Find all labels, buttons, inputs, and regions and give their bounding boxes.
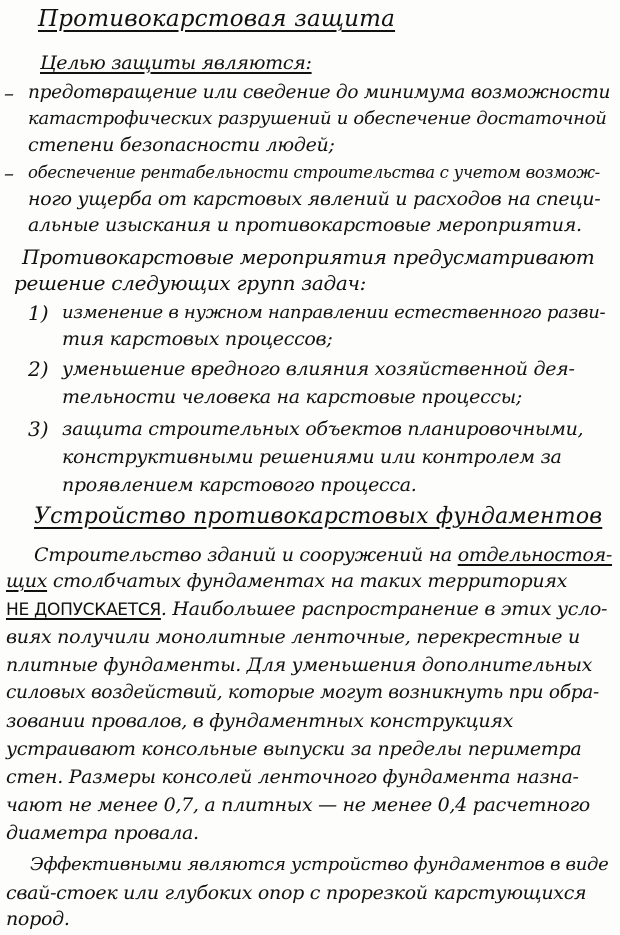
goals-heading: Целью защиты являются: (40, 52, 312, 74)
goal-2-line-2: ного ущерба от карстовых явлений и расходов на специ- (28, 188, 601, 210)
section-title-foundations: Устройство противокарстовых фундаментов (34, 504, 603, 529)
measures-intro-line-2: решение следующих групп задач: (14, 271, 367, 295)
emphasis-not-allowed: НЕ ДОПУСКАЕТСЯ (6, 600, 161, 620)
task-number: 3) (28, 417, 49, 441)
underlined-term: отдельностоя- (457, 544, 613, 566)
paragraph-1-line-3: НЕ ДОПУСКАЕТСЯ. Наибольшее распространение в этих усло- (6, 598, 608, 620)
paragraph-1-line-11: диаметра провала. (6, 822, 199, 844)
paragraph-1-line-2: щих столбчатых фундаментах на таких территориях (6, 570, 568, 592)
paragraph-1-line-6: силовых воздействий, которые могут возникнуть при обра- (6, 682, 599, 703)
paragraph-2-line-3: пород. (6, 908, 70, 930)
measures-intro-line-1: Противокарстовые мероприятия предусматривают (22, 245, 595, 269)
goal-1-line-3: степени безопасности людей; (28, 134, 335, 156)
paragraph-1-line-8: устраивают консольные выпуски за пределы периметра (6, 738, 582, 760)
task-number: 1) (28, 301, 49, 325)
task-3-line-3: проявлением карстового процесса. (62, 474, 417, 496)
paragraph-1-line-7: зовании провалов, в фундаментных конструкциях (6, 710, 514, 732)
list-dash: – (4, 81, 14, 105)
underlined-term: щих (6, 570, 48, 592)
paragraph-2-line-1: Эффективными являются устройство фундаментов в виде (30, 854, 609, 875)
task-1-line-2: тия карстовых процессов; (62, 328, 333, 350)
task-2-line-1: уменьшение вредного влияния хозяйственной дея- (62, 358, 575, 380)
paragraph-1-line-5: плитные фундаменты. Для уменьшения дополнительных (6, 654, 593, 676)
goal-2-line-3: альные изыскания и противокарстовые мероприятия. (28, 214, 582, 236)
paragraph-1-line-4: виях получили монолитные ленточные, перекрестные и (6, 626, 580, 648)
paragraph-1-line-10: чают не менее 0,7, а плитных — не менее 0,4 расчетного (6, 794, 590, 816)
goal-1-line-1: предотвращение или сведение до минимума возможности (28, 82, 611, 103)
task-3-line-2: конструктивными решениями или контролем за (62, 446, 562, 468)
task-2-line-2: тельности человека на карстовые процессы; (62, 386, 523, 408)
paragraph-2-line-2: свай-стоек или глубоких опор с прорезкой карстующихся (6, 882, 587, 904)
task-1-line-1: изменение в нужном направлении естественного разви- (62, 302, 606, 323)
task-3-line-1: защита строительных объектов планировочными, (62, 418, 584, 440)
goal-2-line-1: обеспечение рентабельности строительства с учетом возмож- (28, 163, 600, 182)
paragraph-1-line-1: Строительство зданий и сооружений на отдельностоя- (34, 544, 613, 566)
task-number: 2) (28, 357, 49, 381)
section-title-antikarst-protection: Противокарстовая защита (38, 6, 396, 32)
paragraph-1-line-9: стен. Размеры консолей ленточного фундамента назна- (6, 766, 579, 788)
goal-1-line-2: катастрофических разрушений и обеспечение достаточной (28, 108, 607, 129)
list-dash: – (4, 161, 14, 185)
